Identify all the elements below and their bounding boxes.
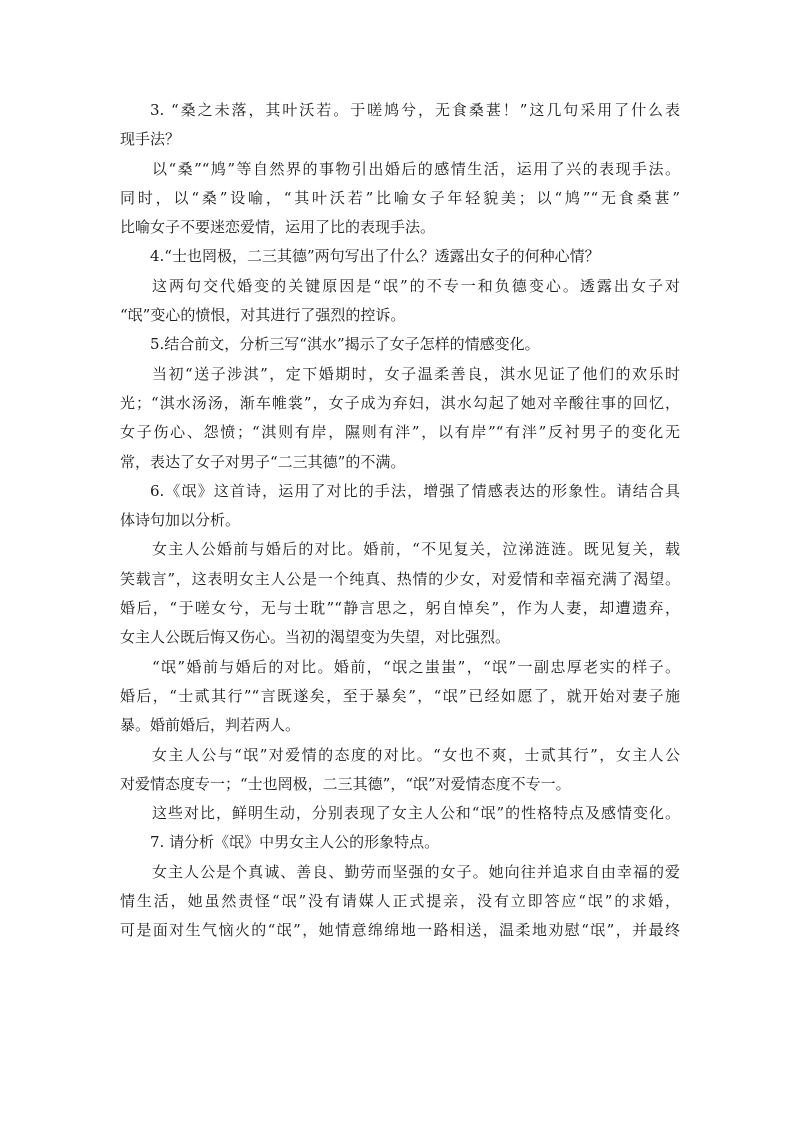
text-line: 现手法？	[120, 130, 181, 149]
text-line: 女主人公婚前与婚后的对比。婚前，“不见复关，泣涕涟涟。既见复关，载	[152, 540, 680, 559]
text-line: 常，表达了女子对男子“二三其德”的不满。	[120, 452, 406, 471]
text-line: “氓”变心的愤恨，对其进行了强烈的控诉。	[120, 306, 406, 325]
text-line: 女主人公既后悔又伤心。当初的渴望变为失望，对比强烈。	[120, 628, 511, 647]
text-line: 女主人公是个真诚、善良、勤劳而坚强的女子。她向往并追求自由幸福的爱	[152, 862, 680, 881]
text-line: 光；“淇水汤汤，渐车帷裳”，女子成为弃妇，淇水勾起了她对辛酸往事的回忆，	[120, 393, 680, 412]
text-line: 以“桑”“鸠”等自然界的事物引出婚后的感情生活，运用了兴的表现手法。	[152, 159, 680, 178]
document-body	[120, 96, 680, 946]
text-line: 比喻女子不要迷恋爱情，运用了比的表现手法。	[120, 218, 436, 237]
text-line: 6.《氓》这首诗，运用了对比的手法，增强了情感表达的形象性。请结合具	[150, 481, 680, 500]
text-line: 女主人公与“氓”对爱情的态度的对比。“女也不爽，士贰其行”，女主人公	[152, 745, 680, 764]
text-line: 女子伤心、怨愤；“淇则有岸，隰则有泮”，以有岸”“有泮”反衬男子的变化无	[120, 423, 680, 442]
text-line: 同时，以“桑”设喻，“其叶沃若”比喻女子年轻貌美；以“鸠”“无食桑葚”	[120, 188, 680, 207]
text-line: 婚后，“士贰其行”“言既遂矣，至于暴矣”，“氓”已经如愿了，就开始对妻子施	[120, 686, 680, 705]
text-line: 可是面对生气恼火的“氓”，她情意绵绵地一路相送，温柔地劝慰“氓”，并最终	[120, 921, 680, 940]
text-line: 3. “桑之未落，其叶沃若。于嗟鸠兮，无食桑葚！”这几句采用了什么表	[150, 101, 680, 119]
text-line: 这些对比，鲜明生动，分别表现了女主人公和“氓”的性格特点及感情变化。	[152, 804, 680, 823]
text-line: 7. 请分析《氓》中男女主人公的形象特点。	[150, 833, 440, 852]
text-line: 婚后，“于嗟女兮，无与士耽”“静言思之，躬自悼矣”，作为人妻，却遭遗弃，	[120, 599, 680, 618]
text-line: 对爱情态度专一；“士也罔极，二三其德”，“氓”对爱情态度不专一。	[120, 774, 571, 793]
text-line: 笑载言”，这表明女主人公是一个纯真、热情的少女，对爱情和幸福充满了渴望。	[120, 569, 680, 588]
text-line: 这两句交代婚变的关键原因是“氓”的不专一和负德变心。透露出女子对	[152, 276, 680, 295]
text-line: 暴。婚前婚后，判若两人。	[120, 716, 301, 735]
text-line: “氓”婚前与婚后的对比。婚前，“氓之蚩蚩”，“氓”一副忠厚老实的样子。	[152, 657, 680, 676]
text-line: 5.结合前文，分析三写“淇水”揭示了女子怎样的情感变化。	[150, 335, 540, 354]
text-line: 当初“送子涉淇”，定下婚期时，女子温柔善良，淇水见证了他们的欢乐时	[152, 364, 680, 383]
text-line: 体诗句加以分析。	[120, 511, 241, 530]
text-line: 4.“士也罔极，二三其德”两句写出了什么？透露出女子的何种心情？	[150, 247, 600, 266]
text-line: 情生活，她虽然责怪“氓”没有请媒人正式提亲，没有立即答应“氓”的求婚，	[120, 892, 680, 911]
